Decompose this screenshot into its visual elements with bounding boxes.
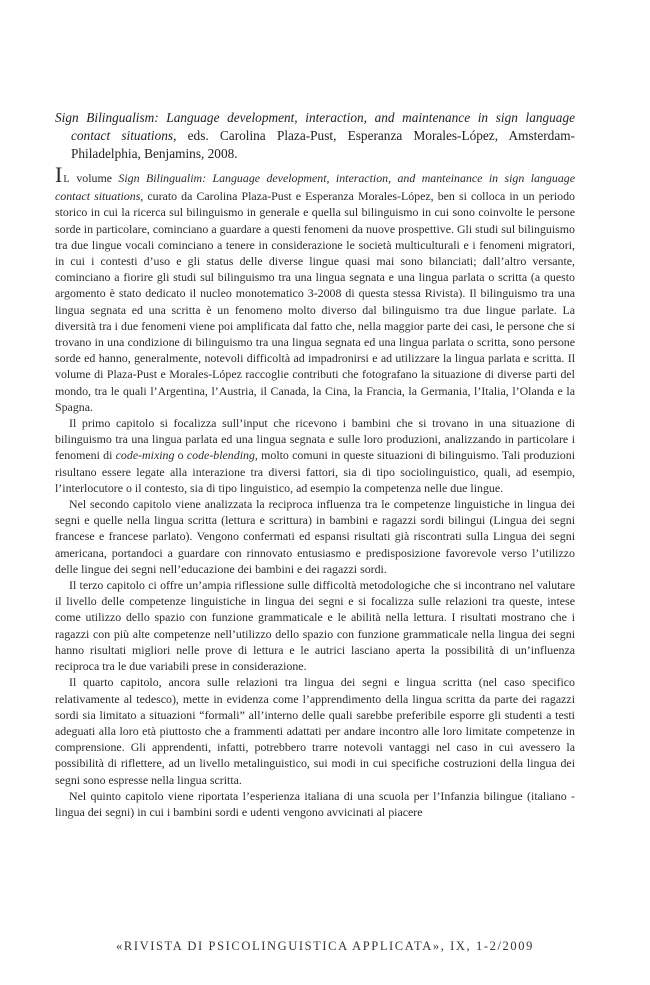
paragraph-1-title: Sign Bilingualim: Language development, interaction, and manteinance in sign language contact situations (55, 171, 575, 204)
paragraph-1-text-b: , curato da Carolina Plaza-Pust e Esperanza Morales-López, ben si colloca in un periodo storico in cui la ricerca sul bilinguismo in generale e quella sul bilinguismo in cui sono coinvolte le persone sorde in particolare, cominciano a guardare a questi fenomeni da nuove prospettive. Gli studi sul bilinguismo tra due lingue vocali cominciano a tenere in considerazione le società multiculturali e i fenomeni migratori, in cui i contesti d’uso e gli status delle diverse lingue quasi mai sono bilanciati; dall’altro versante, cominciano a fiorire gli studi sul bilinguismo tra una lingua segnata e una lingua parlata o scritta (a questo argomento è stato dedicato il nucleo monotematico 3-2008 di questa stessa Rivista). Il bilinguismo tra una lingua segnata ed una scritta è un fenomeno molto diverso dal bilinguismo tra due lingue parlate. La diversità tra i due fenomeni viene poi amplificata dal fatto che, nella maggior parte dei casi, le persone che si trovano in una condizione di bilinguismo tra una lingua segnata ed una lingua parlata o scritta, sono persone sorde ed hanno, generalmente, notevoli difficoltà ad impadronirsi e ad utilizzare la lingua parlata e scritta. Il volume di Plaza-Pust e Morales-López raccoglie contributi che fotografano la situazione di diverse parti del mondo, tra le quali l’Argentina, l’Austria, il Canada, la Cina, la Francia, la Germania, l’Italia, l’Olanda e la Spagna. (55, 189, 575, 414)
paragraph-4: Il terzo capitolo ci offre un’ampia riflessione sulle difficoltà metodologiche che si incontrano nel valutare il livello delle competenze linguistiche in lingua dei segni e si focalizza sulle relazioni tra queste, intese come utilizzo dello spazio con funzione grammaticale e le abilità nella lettura. I risultati mostrano che i ragazzi con più alte competenze nell’utilizzo dello spazio con funzione grammaticale nella lingua dei segni hanno risultati migliori nelle prove di lettura e le autrici lasciano aperta la possibilità di un’influenza reciproca tra le due variabili prese in considerazione. (55, 578, 575, 674)
review-body (55, 162, 576, 820)
drop-cap-rest: L (63, 174, 70, 185)
term-code-blending: code-blending (186, 448, 255, 463)
journal-footer: «RIVISTA DI PSICOLINGUISTICA APPLICATA», IX, 1-2/2009 (116, 939, 534, 953)
paragraph-1 (55, 162, 575, 415)
paragraph-2-text-a: Il primo capitolo si focalizza sull’input che ricevono i bambini che si trovano in una situazione di bilinguismo tra una lingua parlata ed una lingua segnata e sulle loro produzioni, analizzando in particolare i fenomeni di (55, 416, 575, 463)
paragraph-2-text-c: , molto comuni in queste situazioni di bilinguismo. Tali produzioni risultano essere legate alla interazione tra diversi fattori, sia di tipo sociolinguistico, quali, ad esempio, l’interlocutore o il contesto, sia di tipo linguistico, ad esempio la competenza nelle due lingue. (55, 448, 576, 495)
paragraph-2 (55, 415, 575, 496)
paragraph-3: Nel secondo capitolo viene analizzata la reciproca influenza tra le competenze linguistiche in lingua dei segni e quelle nella lingua scritta (lettura e scrittura) in bambini e ragazzi sordi bilingui (Lingua dei segni francese e francese parlato). Vengono confermati ed espansi risultati già riscontrati sulla Lingua dei segni americana, portandoci a guardare con rinnovato entusiasmo e predisposizione favorevole verso l’utilizzo delle lingue dei segni nell’educazione dei bambini e dei ragazzi sordi. (55, 497, 575, 576)
page-content (55, 109, 575, 820)
paragraph-2-text-b: o (174, 448, 187, 463)
paragraph-1-text-a: volume (69, 171, 119, 185)
book-title: Sign Bilingualism: Language development, interaction, and maintenance in sign language contact situations (55, 110, 575, 143)
book-details: , eds. Carolina Plaza-Pust, Esperanza Morales-López, Amsterdam-Philadelphia, Benjamins, 2008. (71, 128, 575, 161)
drop-cap: I (55, 162, 64, 187)
term-code-mixing: code-mixing (115, 448, 175, 463)
paragraph-6: Nel quinto capitolo viene riportata l’esperienza italiana di una scuola per l’Infanzia bilingue (italiano - lingua dei segni) in cui i bambini sordi e udenti vengono avvicinati al piacere (55, 788, 575, 819)
paragraph-5: Il quarto capitolo, ancora sulle relazioni tra lingua dei segni e lingua scritta (nel caso specifico relativamente al tedesco), mette in evidenza come l’apprendimento della lingua scritta da parte dei ragazzi sordi sia limitato a situazioni “formali” all’interno delle quali sarebbe preferibile esporre gli studenti a testi adeguati alla loro età piuttosto che a frammenti adattati per andare incontro alle loro limitate competenze in comprensione. Gli apprendenti, infatti, potrebbero trarre notevoli vantaggi nel caso in cui avessero la possibilità di riflettere, ad un livello metalinguistico, sui modi in cui specifiche costruzioni della lingua dei segni sono espresse nella lingua scritta. (55, 675, 575, 787)
review-citation (55, 109, 575, 163)
